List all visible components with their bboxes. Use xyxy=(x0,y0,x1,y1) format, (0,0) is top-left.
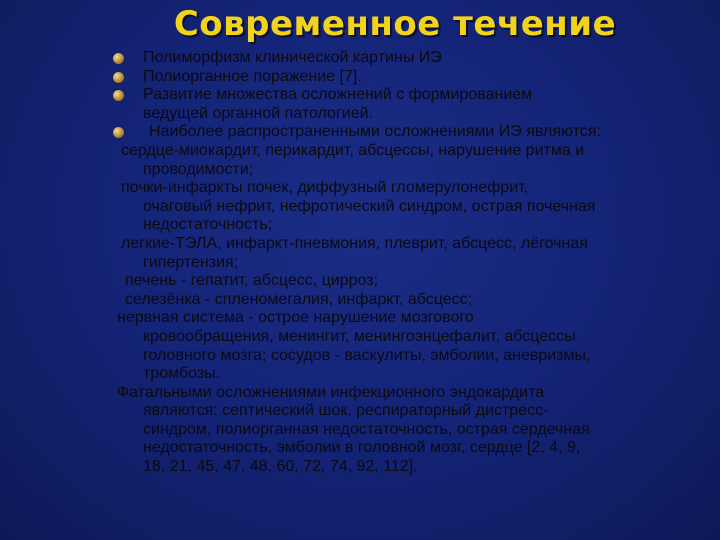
line-text: тромбозы. xyxy=(143,365,221,383)
list-continuation xyxy=(0,421,720,440)
slide-title-text: Современное течение xyxy=(173,4,617,44)
list-item xyxy=(0,384,720,403)
list-item xyxy=(0,142,720,161)
line-text: Развитие множества осложнений с формированием xyxy=(143,86,533,104)
list-item xyxy=(0,291,720,310)
bullet-item xyxy=(0,86,720,105)
bullet-icon xyxy=(113,90,124,101)
bullet-icon xyxy=(113,72,124,83)
bullet-continuation xyxy=(0,105,720,124)
line-text: нервная система - острое нарушение мозгового xyxy=(117,309,474,327)
bullet-icon xyxy=(113,127,124,138)
list-continuation xyxy=(0,216,720,235)
line-text: печень - гепатит, абсцесс, цирроз; xyxy=(125,272,379,290)
list-continuation xyxy=(0,328,720,347)
list-item xyxy=(0,309,720,328)
line-text: Полиорганное поражение [7]. xyxy=(143,67,362,85)
line-text: 18, 21, 45, 47, 48, 60, 72, 74, 92, 112]. xyxy=(143,458,418,476)
line-text: кровообращения, менингит, менингоэнцефалит, абсцессы xyxy=(143,327,576,345)
list-continuation xyxy=(0,347,720,366)
bullet-item xyxy=(0,68,720,87)
bullet-item xyxy=(0,49,720,68)
line-text: недостаточность; xyxy=(143,216,273,234)
list-item xyxy=(0,272,720,291)
list-item xyxy=(0,235,720,254)
line-text: Наиболее распространенными осложнениями ИЭ являются: xyxy=(149,123,601,141)
list-continuation xyxy=(0,198,720,217)
bullet-item xyxy=(0,123,720,142)
list-continuation xyxy=(0,458,720,477)
line-text: недостаточность, эмболии в головной мозг, сердце [2, 4, 9, xyxy=(143,439,581,457)
slide-body xyxy=(0,49,720,477)
line-text: Полиморфизм клинической картины ИЭ xyxy=(143,49,442,66)
list-continuation xyxy=(0,254,720,273)
line-text: ведущей органной патологией. xyxy=(143,104,373,122)
line-text: почки-инфаркты почек, диффузный гломерулонефрит, xyxy=(121,179,529,197)
slide-title xyxy=(0,4,720,44)
list-item xyxy=(0,179,720,198)
line-text: гипертензия; xyxy=(143,253,239,271)
line-text: сердце-миокардит, перикардит, абсцессы, нарушение ритма и xyxy=(121,141,585,159)
line-text: легкие-ТЭЛА, инфаркт-пневмония, плеврит, абсцесс, лёгочная xyxy=(121,234,588,252)
line-text: очаговый нефрит, нефротический синдром, острая почечная xyxy=(143,197,596,215)
list-continuation xyxy=(0,365,720,384)
line-text: синдром, полиорганная недостаточность, острая сердечная xyxy=(143,420,590,438)
list-continuation xyxy=(0,439,720,458)
line-text: проводимости; xyxy=(143,160,254,178)
line-text: являются: септический шок, респираторный дистресс- xyxy=(143,402,549,420)
line-text: Фатальными осложнениями инфекционного эндокардита xyxy=(117,383,545,401)
line-text: селезёнка - спленомегалия, инфаркт, абсцесс; xyxy=(125,290,473,308)
line-text: головного мозга; сосудов - васкулиты, эмболии, аневризмы, xyxy=(143,346,591,364)
list-continuation xyxy=(0,161,720,180)
list-continuation xyxy=(0,402,720,421)
bullet-icon xyxy=(113,53,124,64)
